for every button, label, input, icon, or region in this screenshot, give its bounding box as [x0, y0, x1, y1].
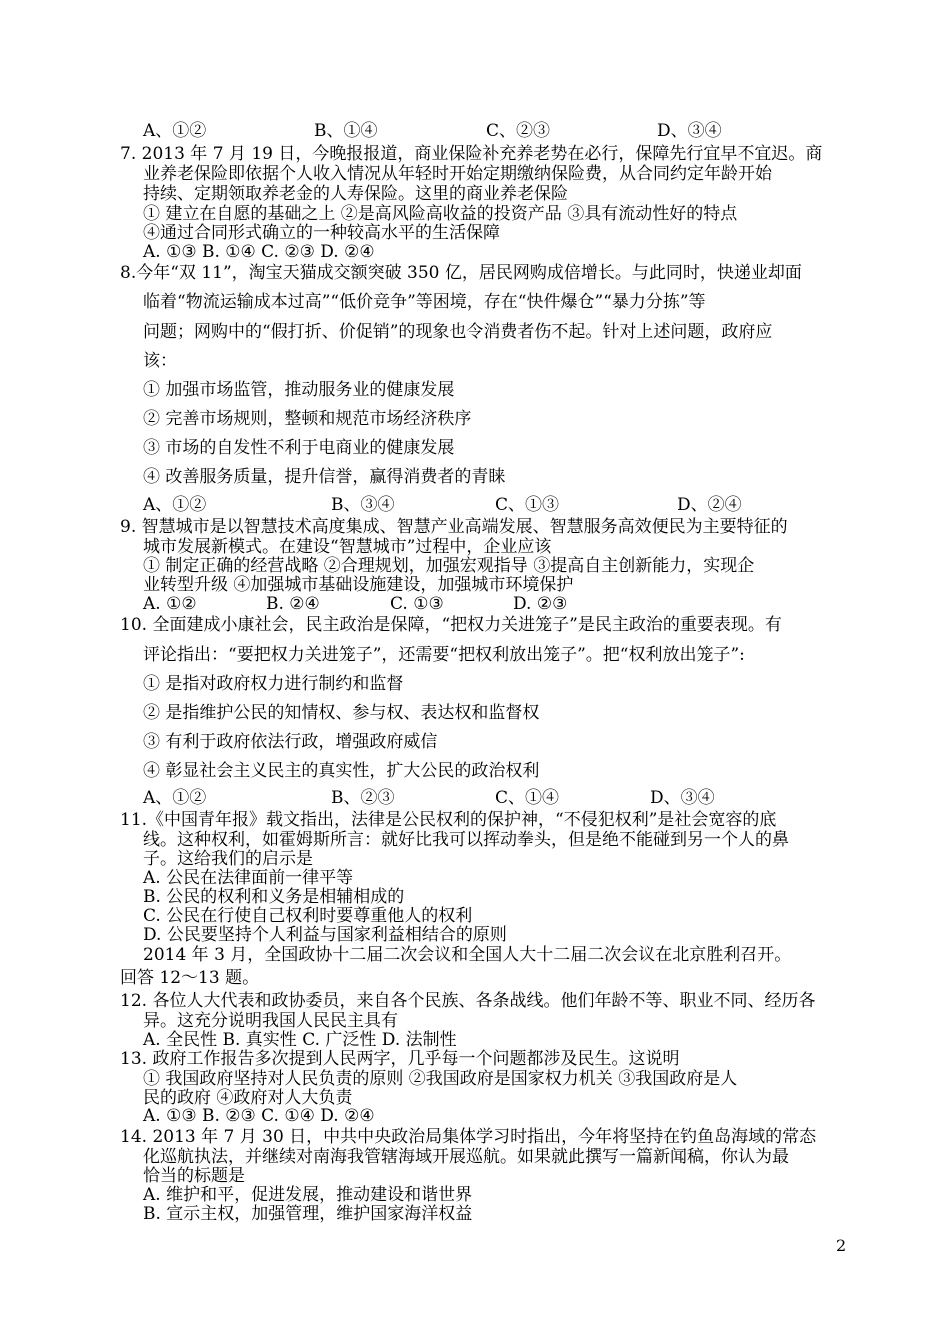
q7-stem-line-5: ④通过合同形式确立的一种较高水平的生活保障 [143, 223, 500, 243]
q10-item-2: ② 是指维护公民的知情权、参与权、表达权和监督权 [143, 703, 540, 723]
q8-option-a: A、①② [143, 495, 207, 515]
q14-choice-a: A. 维护和平，促进发展，推动建设和谐世界 [143, 1185, 473, 1205]
q9-option-a: A. ①② [143, 594, 197, 614]
q10-item-4: ④ 彰显社会主义民主的真实性，扩大公民的政治权利 [143, 761, 540, 781]
q7-stem-line-3: 持续、定期领取养老金的人寿保险。这里的商业养老保险 [143, 184, 568, 204]
q6-option-d: D、③④ [657, 121, 722, 141]
q7-stem-line-4: ① 建立在自愿的基础之上 ②是高风险高收益的投资产品 ③具有流动性好的特点 [143, 204, 738, 224]
q9-stem-line-3: ① 制定正确的经营战略 ②合理规划，加强宏观指导 ③提高自主创新能力，实现企 [143, 556, 755, 576]
q14-stem-line-2: 化巡航执法，并继续对南海我管辖海域开展巡航。如果就此撰写一篇新闻稿，你认为最 [143, 1147, 789, 1167]
q6-option-c: C、②③ [486, 121, 551, 141]
q11-stem-line-1: 11.《中国青年报》载文指出，法律是公民权利的保护神，“不侵犯权利”是社会宽容的底 [120, 810, 777, 830]
q8-item-3: ③ 市场的自发性不利于电商业的健康发展 [143, 438, 455, 458]
q10-option-c: C、①④ [495, 788, 560, 808]
q13-stem-line-2: ① 我国政府坚持对人民负责的原则 ②我国政府是国家权力机关 ③我国政府是人 [143, 1069, 738, 1089]
q7-stem-line-2: 业养老保险即依据个人收入情况从年轻时开始定期缴纳保险费，从合同约定年龄开始 [143, 164, 772, 184]
q7-stem-line-1: 7. 2013 年 7 月 19 日，今晚报报道，商业保险补充养老势在必行，保障先行宜早不宜迟。商 [120, 144, 823, 164]
q9-option-d: D. ②③ [513, 594, 568, 614]
q8-item-1: ① 加强市场监管，推动服务业的健康发展 [143, 380, 455, 400]
q8-stem-line-4: 该： [143, 351, 177, 371]
q14-choice-b: B. 宣示主权，加强管理，维护国家海洋权益 [143, 1204, 473, 1224]
q11-choice-c: C. 公民在行使自己权利时要尊重他人的权利 [143, 906, 473, 926]
q10-stem-line-2: 评论指出：“要把权力关进笼子”，还需要“把权利放出笼子”。把“权利放出笼子”: [143, 645, 745, 665]
q13-stem-line-3: 民的政府 ④政府对人大负责 [143, 1088, 353, 1108]
q10-stem-line-1: 10. 全面建成小康社会，民主政治是保障，“把权力关进笼子”是民主政治的重要表现。有 [120, 615, 782, 635]
q9-stem-line-2: 城市发展新模式。在建设“智慧城市”过程中，企业应该 [143, 537, 552, 557]
q9-option-c: C. ①③ [390, 594, 444, 614]
q9-option-b: B. ②④ [266, 594, 320, 614]
q11-choice-d: D. 公民要坚持个人利益与国家利益相结合的原则 [143, 925, 507, 945]
q8-option-b: B、③④ [331, 495, 395, 515]
q8-option-d: D、②④ [677, 495, 742, 515]
q10-option-a: A、①② [143, 788, 207, 808]
q8-stem-line-3: 问题；网购中的“假打折、价促销”的现象也令消费者伤不起。针对上述问题，政府应 [143, 322, 773, 342]
q10-option-d: D、③④ [650, 788, 715, 808]
q12-stem-line-2: 异。这充分说明我国人民民主具有 [143, 1011, 398, 1031]
q10-item-1: ① 是指对政府权力进行制约和监督 [143, 674, 404, 694]
shared-material-line-2: 回答 12～13 题。 [120, 968, 260, 988]
q6-option-b: B、①④ [314, 121, 378, 141]
q13-options: A. ①③ B. ②③ C. ①④ D. ②④ [143, 1106, 375, 1126]
q12-options: A. 全民性 B. 真实性 C. 广泛性 D. 法制性 [143, 1030, 457, 1050]
q14-stem-line-3: 恰当的标题是 [143, 1166, 245, 1186]
q11-choice-b: B. 公民的权利和义务是相辅相成的 [143, 887, 405, 907]
q13-stem-line-1: 13. 政府工作报告多次提到人民两字，几乎每一个问题都涉及民生。这说明 [120, 1049, 680, 1069]
q11-choice-a: A. 公民在法律面前一律平等 [143, 868, 354, 888]
q8-stem-line-1: 8.今年“双 11”，淘宝天猫成交额突破 350 亿，居民网购成倍增长。与此同时，快递业却面 [120, 263, 802, 283]
q8-stem-line-2: 临着“物流运输成本过高”“低价竞争”等困境，存在“快件爆仓”“暴力分拣”等 [143, 292, 706, 312]
q8-item-2: ② 完善市场规则，整顿和规范市场经济秩序 [143, 409, 472, 429]
q12-stem-line-1: 12. 各位人大代表和政协委员，来自各个民族、各条战线。他们年龄不等、职业不同、经历各 [120, 991, 816, 1011]
q10-option-b: B、②③ [331, 788, 395, 808]
q8-option-c: C、①③ [495, 495, 560, 515]
page-number: 2 [836, 1236, 847, 1255]
q11-stem-line-2: 线。这种权利，如霍姆斯所言：就好比我可以挥动拳头，但是绝不能碰到另一个人的鼻 [143, 830, 789, 850]
shared-material-line-1: 2014 年 3 月，全国政协十二届二次会议和全国人大十二届二次会议在北京胜利召开。 [143, 945, 792, 965]
q6-option-a: A、①② [143, 121, 207, 141]
q10-item-3: ③ 有利于政府依法行政，增强政府威信 [143, 732, 438, 752]
q11-stem-line-3: 子。这给我们的启示是 [143, 849, 313, 869]
q7-options: A. ①③ B. ①④ C. ②③ D. ②④ [143, 242, 375, 262]
q14-stem-line-1: 14. 2013 年 7 月 30 日，中共中央政治局集体学习时指出，今年将坚持在钓鱼岛海域的常态 [120, 1127, 817, 1147]
q9-stem-line-4: 业转型升级 ④加强城市基础设施建设，加强城市环境保护 [143, 575, 574, 595]
q9-stem-line-1: 9. 智慧城市是以智慧技术高度集成、智慧产业高端发展、智慧服务高效便民为主要特征的 [120, 517, 788, 537]
q8-item-4: ④ 改善服务质量，提升信誉，赢得消费者的青睐 [143, 467, 506, 487]
